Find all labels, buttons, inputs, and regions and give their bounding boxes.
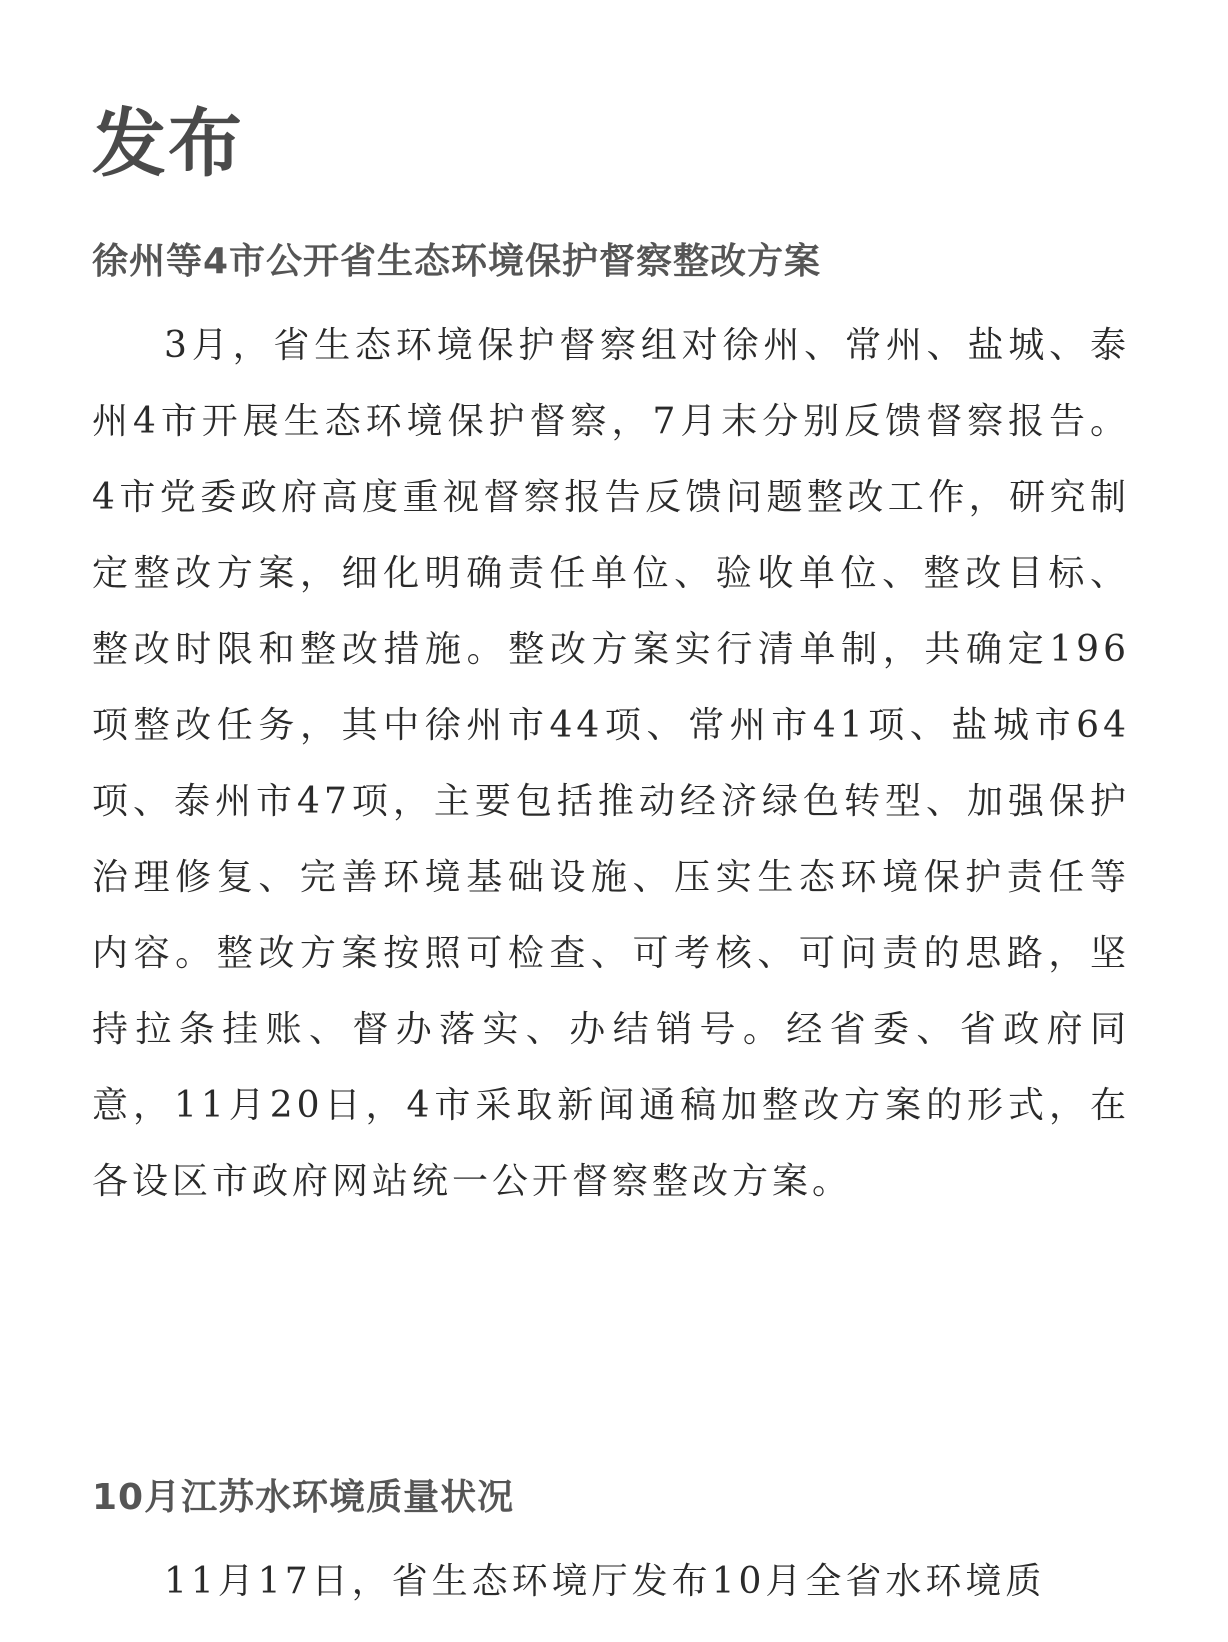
article-body: 3月，省生态环境保护督察组对徐州、常州、盐城、泰州4市开展生态环境保护督察，7月末分别反馈督察报告。4市党委政府高度重视督察报告反馈问题整改工作，研究制定整改方案，细化明确责任单位、验收单位、整改目标、整改时限和整改措施。整改方案实行清单制，共确定196项整改任务，其中徐州市44项、常州市41项、盐城市64项、泰州市47项，主要包括推动经济绿色转型、加强保护治理修复、完善环境基础设施、压实生态环境保护责任等内容。整改方案按照可检查、可考核、可问责的思路，坚持拉条挂账、督办落实、办结销号。经省委、省政府同意，11月20日，4市采取新闻通稿加整改方案的形式，在各设区市政府网站统一公开督察整改方案。: [92, 325, 1130, 1202]
article-water-quality: [92, 1468, 1130, 1620]
article-body: 11月17日，省生态环境厅发布10月全省水环境质: [164, 1561, 1046, 1602]
article-rectification-plans: [92, 232, 1130, 1220]
article-headline: 徐州等4市公开省生态环境保护督察整改方案: [92, 241, 822, 282]
section-title: 发布: [92, 101, 244, 187]
article-headline: 10月江苏水环境质量状况: [92, 1477, 515, 1518]
